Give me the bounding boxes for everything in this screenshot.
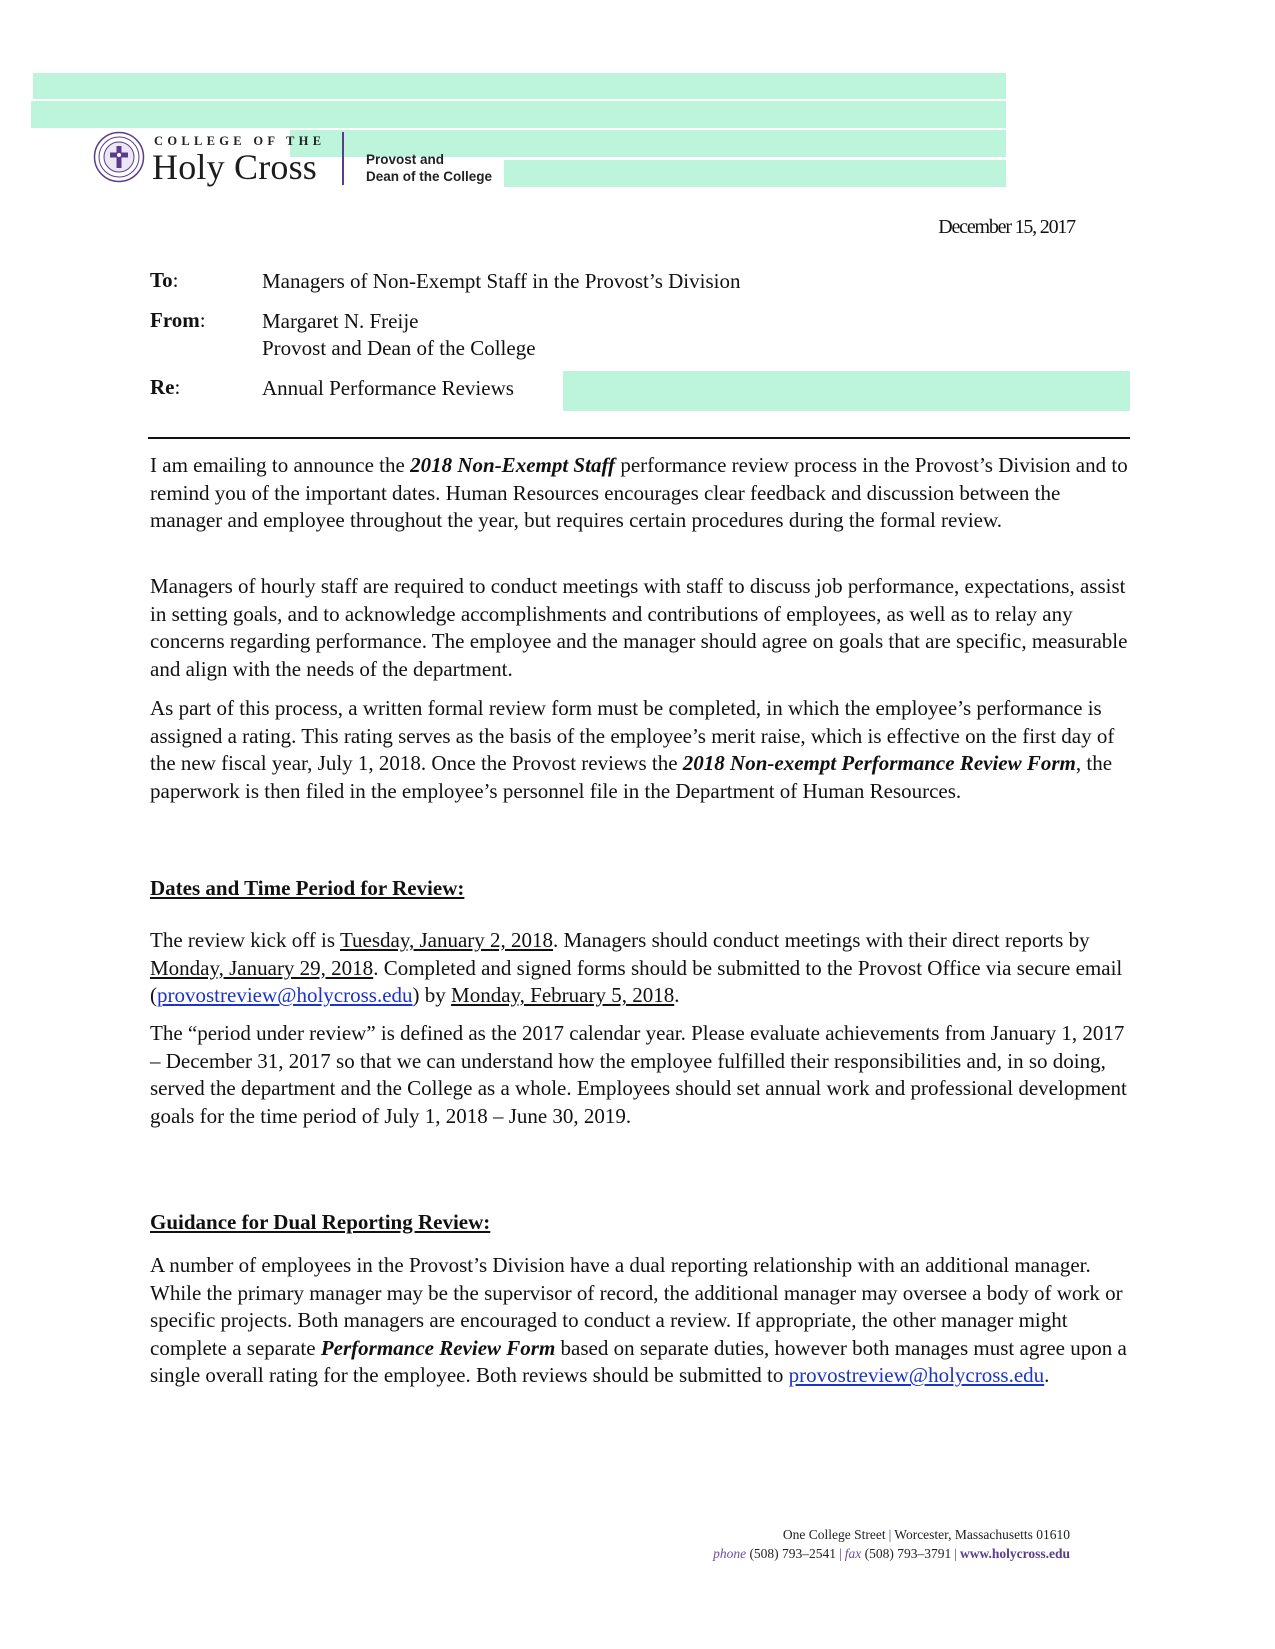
letterhead-divider <box>342 132 344 185</box>
office-name <box>366 151 492 185</box>
email-link[interactable]: provostreview@holycross.edu <box>157 983 413 1008</box>
footer-website-link[interactable]: www.holycross.edu <box>959 1546 1070 1561</box>
college-of-the-wordmark: COLLEGE OF THE <box>154 134 326 148</box>
section-title-dates: Dates and Time Period for Review: <box>150 876 465 900</box>
holy-cross-wordmark: Holy Cross <box>152 147 318 187</box>
re-value: Annual Performance Reviews <box>262 376 514 400</box>
footer-contact: phone (508) 793–2541 | fax (508) 793–3791 | www.holycross.edu <box>713 1546 1070 1561</box>
to-label: To: <box>150 268 179 292</box>
highlight-band <box>563 371 1130 411</box>
college-seal-logo <box>93 131 145 183</box>
from-name: Margaret N. Freije <box>262 309 419 333</box>
re-label: Re: <box>150 375 181 399</box>
paragraph-period: The “period under review” is defined as the 2017 calendar year. Please evaluate achievements from January 1, 2017 – December 31, 2017 so that we can understand how the employee fulfilled their responsibilities and, in so doing, served the department and the College as a whole. Employees should set annual work and professional development goals for the time period of July 1, 2018 – June 30, 2019. <box>150 1021 1127 1128</box>
email-link[interactable]: provostreview@holycross.edu <box>788 1363 1045 1388</box>
paragraph-dual-reporting: A number of employees in the Provost’s Division have a dual reporting relationship with an additional manager. While the primary manager may be the supervisor of record, the additional manager may oversee a body of work or specific projects. Both managers are encouraged to conduct a review. If appropriate, the other manager might complete a separate Performance Review Form based on separate duties, however both manages must agree upon a single overall rating for the employee. Both reviews should be submitted to provostreview@holycross.edu. <box>150 1253 1127 1388</box>
paragraph-managers: Managers of hourly staff are required to conduct meetings with staff to discuss job performance, expectations, assist in setting goals, and to acknowledge accomplishments and contributions of employees, as well as to relay any concerns regarding performance. The employee and the manager should agree on goals that are specific, measurable and align with the needs of the department. <box>150 574 1128 681</box>
highlight-band <box>31 101 1006 128</box>
office-line-1: Provost and <box>366 152 445 167</box>
paragraph-dates: The review kick off is Tuesday, January 2, 2018. Managers should conduct meetings with their direct reports by Monday, January 29, 2018. Completed and signed forms should be submitted to the Provost Office via secure email (provostreview@holycross.edu) by Monday, February 5, 2018. <box>150 928 1123 1008</box>
paragraph-process: As part of this process, a written formal review form must be completed, in which the employee’s performance is assigned a rating. This rating serves as the basis of the employee’s merit raise, which is effective on the first day of the new fiscal year, July 1, 2018. Once the Provost reviews the 2018 Non-exempt Performance Review Form, the paperwork is then filed in the employee’s personnel file in the Department of Human Resources. <box>150 696 1115 803</box>
highlight-band <box>504 160 1006 187</box>
paragraph-intro: I am emailing to announce the 2018 Non-Exempt Staff performance review process in the Provost’s Division and to remind you of the important dates. Human Resources encourages clear feedback and discussion between the manager and employee throughout the year, but requires certain procedures during the formal review. <box>150 453 1128 533</box>
from-label: From: <box>150 308 206 332</box>
footer-address: One College Street | Worcester, Massachusetts 01610 <box>782 1527 1070 1542</box>
memo-date: December 15, 2017 <box>938 216 1075 238</box>
highlight-band <box>33 73 1006 99</box>
header-rule <box>148 437 1130 439</box>
office-line-2: Dean of the College <box>366 169 493 184</box>
from-title: Provost and Dean of the College <box>262 336 536 360</box>
section-title-dual-reporting: Guidance for Dual Reporting Review: <box>150 1210 491 1234</box>
to-value: Managers of Non-Exempt Staff in the Provost’s Division <box>262 269 741 293</box>
